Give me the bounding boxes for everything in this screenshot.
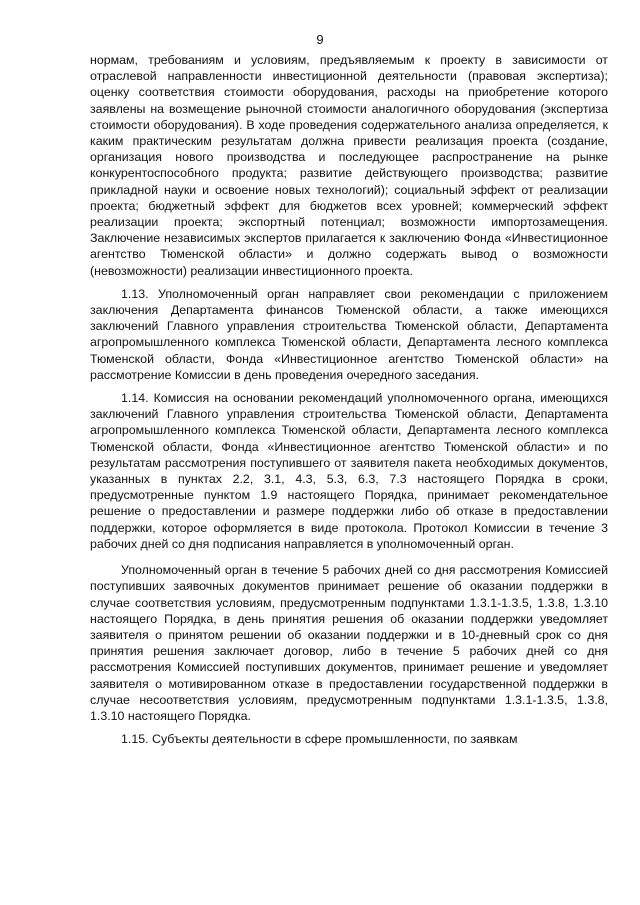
- paragraph-1-14: 1.14. Комиссия на основании рекомендаций уполномоченного органа, имеющихся заключений Главного управления строительства Тюменской области, Департамента агропромышленного комплекса Тюменской области, Департамента лесного комплекса Тюменской области, Фонда «Инвестиционное агентство Тюменской области» и по результатам рассмотрения поступившего от заявителя пакета необходимых документов, указанных в пунктах 2.2, 3.1, 4.3, 5.3, 6.3, 7.3 настоящего Порядка в сроки, предусмотренные пунктом 1.9 настоящего Порядка, принимает рекомендательное решение о предоставлении и размере поддержки либо об отказе в предоставлении поддержки, которое оформляется в виде протокола. Протокол Комиссии в течение 3 рабочих дней со дня подписания направляется в уполномоченный орган.: [90, 391, 608, 551]
- paragraph-1-13: 1.13. Уполномоченный орган направляет свои рекомендации с приложением заключения Департамента финансов Тюменской области, а также имеющихся заключений Главного управления строительства Тюменской области, Департамента агропромышленного комплекса Тюменской области, Департамента лесного комплекса Тюменской области, Фонда «Инвестиционное агентство Тюменской области» на рассмотрение Комиссии в день проведения очередного заседания.: [90, 286, 608, 382]
- paragraph-expertise-continuation: нормам, требованиям и условиям, предъявляемым к проекту в зависимости от отраслевой направленности инвестиционной деятельности (правовая экспертиза); оценку соответствия стоимости оборудования, расходы на приобретение которого заявлены на возмещение рыночной стоимости аналогичного оборудования (экспертиза стоимости оборудования). В ходе проведения содержательного анализа определяется, к каким практическим результатам должна привести реализация проекта (создание, организация нового производства и последующее распространение на рынке конкурентоспособного продукта; развитие действующего производства; развитие прикладной науки и освоение новых технологий); социальный эффект от реализации проекта; бюджетный эффект для бюджетов всех уровней; коммерческий эффект реализации проекта; экспортный потенциал; возможности импортозамещения. Заключение независимых экспертов прилагается к заключению Фонда «Инвестиционное агентство Тюменской области» и должно содержать вывод о возможности (невозможности) реализации инвестиционного проекта.: [90, 53, 608, 278]
- paragraph-authorized-body-decision: Уполномоченный орган в течение 5 рабочих дней со дня рассмотрения Комиссией поступивших заявочных документов принимает решение об оказании поддержки в случае соответствия условиям, предусмотренным подпунктами 1.3.1-1.3.5, 1.3.8, 1.3.10 настоящего Порядка, в день принятия решения об оказании поддержки уведомляет заявителя о принятом решении об оказании поддержки и в 10-дневный срок со дня принятия решения заключает договор, либо в течение 5 рабочих дней со дня рассмотрения Комиссией поступивших документов, принимает решение и уведомляет заявителя о мотивированном отказе в предоставлении государственной поддержки в случае несоответствия условиям, предусмотренным подпунктами 1.3.1-1.3.5, 1.3.8, 1.3.10 настоящего Порядка.: [90, 563, 608, 723]
- page-number: 9: [316, 32, 324, 47]
- document-body: [90, 52, 608, 754]
- paragraph-1-15: 1.15. Субъекты деятельности в сфере промышленности, по заявкам: [121, 732, 518, 747]
